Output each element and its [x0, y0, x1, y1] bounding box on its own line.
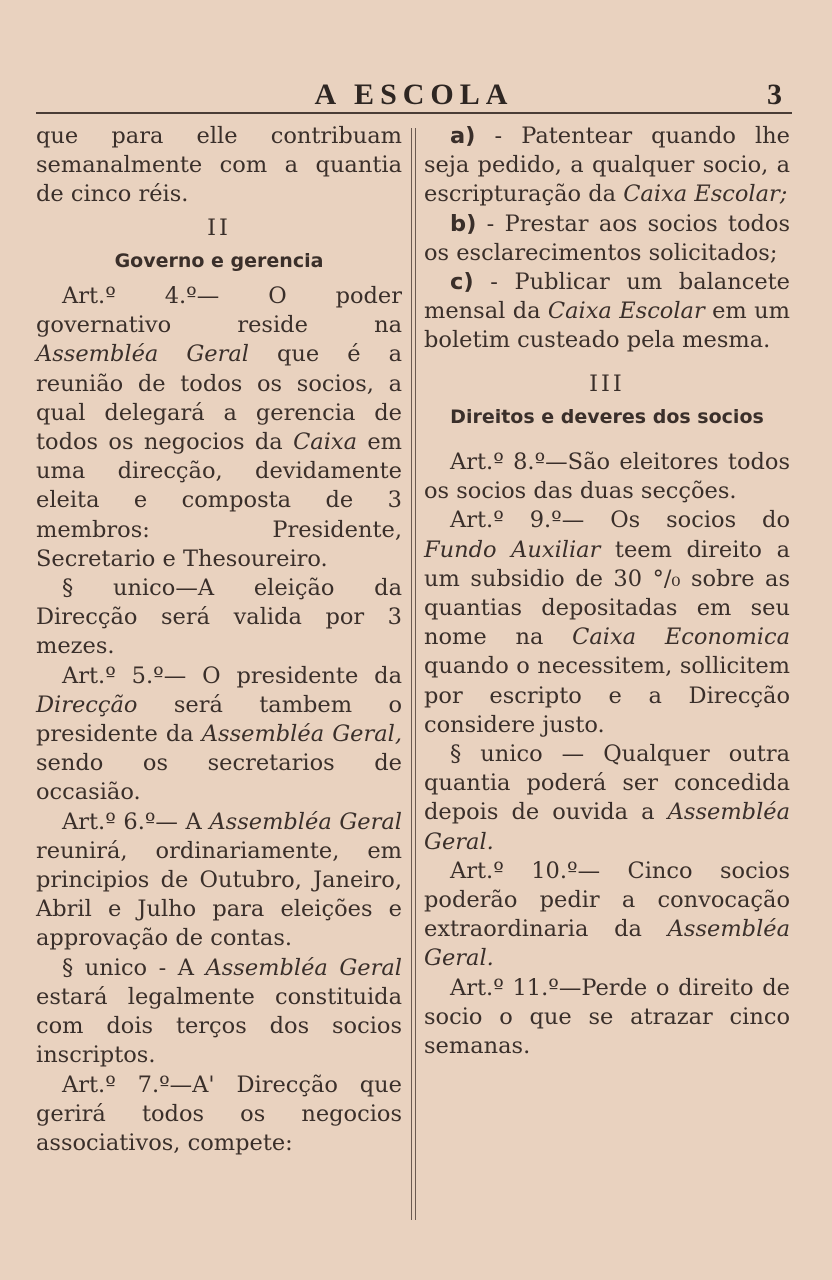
text: Art.º 9.º— Os socios do — [450, 507, 790, 534]
text: que é a reunião de todos os socios, a qual delegará a gerencia de todos os negocios da — [36, 341, 402, 456]
text: - Patentear quando lhe seja pedido, a qualquer socio, a escripturação da — [424, 123, 790, 208]
italic-text: Assembléa Geral. — [424, 799, 790, 855]
article-10 — [424, 857, 790, 974]
italic-text: Caixa Escolar; — [623, 181, 788, 208]
section-heading: Governo e gerencia — [114, 249, 324, 272]
item-b — [424, 210, 790, 268]
text: Art.º 10.º— Cinco socios poderão pedir a convocação extraordinaria da — [424, 857, 790, 943]
text: sendo os secretarios de occasião. — [36, 750, 402, 806]
item-a — [424, 122, 790, 210]
text: estará legalmente constituida com dois terços dos socios inscriptos. — [36, 983, 402, 1069]
right-column — [424, 122, 790, 1061]
text: reunirá, ordinariamente, em principios de Outubro, Janeiro, Abril e Julho para eleições e approvação de contas. — [36, 837, 402, 952]
text: em uma direcção, devidamente eleita e composta de 3 membros: Presidente, Secretario e Thesoureiro. — [36, 429, 403, 572]
italic-text: Assembléa Geral — [36, 341, 249, 368]
column-divider — [415, 128, 416, 1220]
text: teem direito a um subsidio de 30 °/₀ sobre as quantias depositadas em seu nome na — [424, 536, 790, 651]
item-label: c) — [450, 269, 474, 296]
item-c — [424, 268, 790, 356]
article-6 — [36, 808, 402, 954]
italic-text: Assembléa Geral, — [201, 721, 402, 748]
text: - Publicar um balancete mensal da — [424, 269, 790, 325]
article-4 — [36, 282, 402, 574]
text: Art.º 6.º— A — [62, 808, 210, 835]
column-divider — [411, 128, 412, 1220]
page-header — [38, 78, 790, 112]
header-rule — [36, 112, 792, 114]
text: § unico — Qualquer outra quantia poderá ser concedida depois de ouvida a — [424, 741, 790, 826]
text: quando o necessitem, sollicitem por escripto e a Direcção considere justo. — [424, 653, 790, 738]
article-4-unico: § unico—A eleição da Direcção será valida por 3 mezes. — [36, 575, 402, 660]
text: § unico - A — [62, 954, 206, 981]
paragraph: que para elle contribuam semanalmente com a quantia de cinco réis. — [36, 123, 402, 208]
text: Art.º 5.º— O presidente da — [62, 662, 402, 689]
italic-text: Caixa Economica — [572, 624, 790, 651]
section-heading: Direitos e deveres dos socios — [450, 405, 764, 428]
text: Art.º 4.º— O poder governativo reside na — [36, 283, 402, 339]
text: será tambem o presidente da — [36, 691, 402, 748]
italic-text: Caixa — [293, 429, 357, 456]
italic-text: Direcção — [36, 691, 138, 718]
article-6-unico — [36, 954, 402, 1071]
section-number: III — [589, 370, 625, 397]
italic-text: Assembléa Geral — [209, 808, 402, 835]
italic-text: Caixa Escolar — [547, 298, 705, 325]
page-number: 3 — [767, 78, 782, 111]
article-8: Art.º 8.º—São eleitores todos os socios das duas secções. — [424, 449, 790, 505]
item-label: b) — [450, 210, 477, 237]
section-number: II — [207, 214, 231, 241]
article-7: Art.º 7.º—A' Direcção que gerirá todos os negocios associativos, compete: — [36, 1071, 402, 1156]
article-9-unico — [424, 740, 790, 857]
item-label: a) — [450, 123, 476, 149]
italic-text: Assembléa Geral — [205, 954, 402, 981]
page-title: A ESCOLA — [314, 78, 514, 111]
article-11: Art.º 11.º—Perde o direito de socio o que se atrazar cinco semanas. — [424, 974, 790, 1060]
text: - Prestar aos socios todos os esclarecimentos solicitados; — [424, 210, 790, 266]
italic-text: Assembléa Geral. — [424, 916, 790, 972]
article-9 — [424, 506, 790, 740]
left-column — [36, 122, 402, 1158]
article-5 — [36, 662, 402, 808]
italic-text: Fundo Auxiliar — [424, 536, 601, 563]
text: em um boletim custeado pela mesma. — [424, 298, 790, 354]
